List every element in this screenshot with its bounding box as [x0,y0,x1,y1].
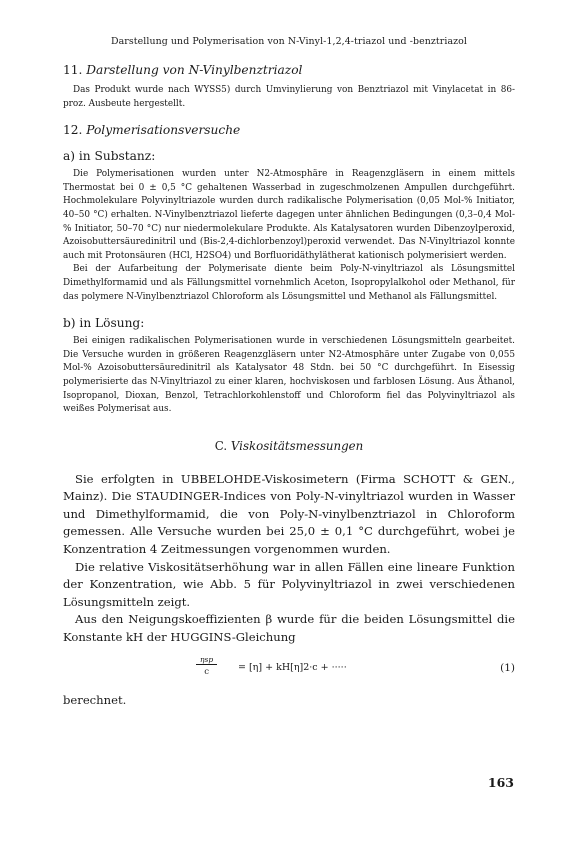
section-11-text: Das Produkt wurde nach WYSS5) durch Umvinylierung von Benztriazol mit Vinylacetat in 86-proz. Ausbeute hergestellt. [63,85,515,109]
equation-numerator: ηsp [196,655,217,665]
subsection-b-title: b) in Lösung: [63,316,145,331]
section-c-paragraph-2: Die relative Viskositätserhöhung war in allen Fällen eine lineare Funktion der Konzentration, wie Abb. 5 für Polyvinyltriazol in zwei verschiedenen Lösungsmitteln zeigt. [63,559,515,609]
section-11-number: 11. [63,63,83,77]
equation-number: (1) [500,661,515,674]
subsection-a-paragraph-1: Die Polymerisationen wurden unter N2-Atmosphäre in Reagenzgläsern in einem mittels Thermostat bei 0 ± 0,5 °C gehaltenen Wasserbad in zugeschmolzenen Ampullen durchgeführt. Hochmolekulare Polyvinyltriazole wurden durch radikalische Polymerisation (0,05 Mol-% Initiator, 40–50 °C) erhalten. N-Vinylbenztriazol lieferte dagegen unter ähnlichen Bedingungen (0,3–0,4 Mol-% Initiator, 50–70 °C) nur niedermolekulare Produkte. Als Katalysatoren wurden Dibenzoylperoxid, Azoisobuttersäuredinitril und (Bis-2,4-dichlorbenzoyl)peroxid verwendet. Das N-Vinyltriazol konnte auch mit Protonsäuren (HCl, H2SO4) und Borfluoridäthylätherat kationisch polymerisiert werden. [63,169,515,261]
section-c-paragraph-1: Sie erfolgten in UBBELOHDE-Viskosimetern (Firma SCHOTT & GEN., Mainz). Die STAUDINGER-Indices von Poly-N-vinyltriazol wurden in Wasser und Dimethylformamid, die von Poly-N-vinylbenztriazol in Chloroform gemessen. Alle Versuche wurden bei 25,0 ± 0,1 °C durchgeführt, wobei je Konzentration 4 Zeitmessungen vorgenommen wurden. [63,471,515,557]
section-c-title: Viskositätsmessungen [230,438,364,453]
section-c-letter: C. [214,438,228,453]
subsection-a-title: a) in Substanz: [63,149,156,164]
section-12-number: 12. [63,123,83,138]
equation-fraction [196,655,217,677]
journal-page [63,36,515,707]
section-12-title: Polymerisationsversuche [86,123,241,138]
closing-text: berechnet. [63,692,127,707]
section-c-heading [63,439,515,453]
equation-right-side: = [η] + kH[η]2·c + ····· [238,661,347,673]
huggins-equation [63,653,515,687]
section-c-paragraph-3: Aus den Neigungskoeffizienten β wurde für die beiden Lösungsmittel die Konstante kH der HUGGINS-Gleichung [63,612,515,645]
section-12-heading [63,123,515,137]
section-11-title: Darstellung von N-Vinylbenztriazol [86,63,303,77]
section-11-heading [63,63,515,77]
running-head: Darstellung und Polymerisation von N-Vinyl-1,2,4-triazol und -benztriazol [110,36,468,47]
equation-denominator: c [204,666,209,677]
subsection-a-paragraph-2: Bei der Aufarbeitung der Polymerisate diente beim Poly-N-vinyltriazol als Lösungsmittel Dimethylformamid und als Fällungsmittel vornehmlich Aceton, Isopropylalkohol oder Methanol, für das polymere N-Vinylbenztriazol Chloroform als Lösungsmittel und Methanol als Fällungsmittel. [63,264,515,302]
subsection-b-paragraph: Bei einigen radikalischen Polymerisationen wurde in verschiedenen Lösungsmitteln gearbeitet. Die Versuche wurden in größeren Reagenzgläsern unter N2-Atmosphäre unter Zugabe von 0,055 Mol-% Azoisobuttersäuredinitril als Katalysator 48 Stdn. bei 50 °C durchgeführt. In Eisessig polymerisierte das N-Vinyltriazol zu einer klaren, hochviskosen und farblosen Lösung. Aus Äthanol, Isopropanol, Dioxan, Benzol, Tetrachlorkohlenstoff und Chloroform fiel das Polyvinyltriazol als weißes Polymerisat aus. [63,336,515,415]
page-number: 163 [487,775,514,790]
